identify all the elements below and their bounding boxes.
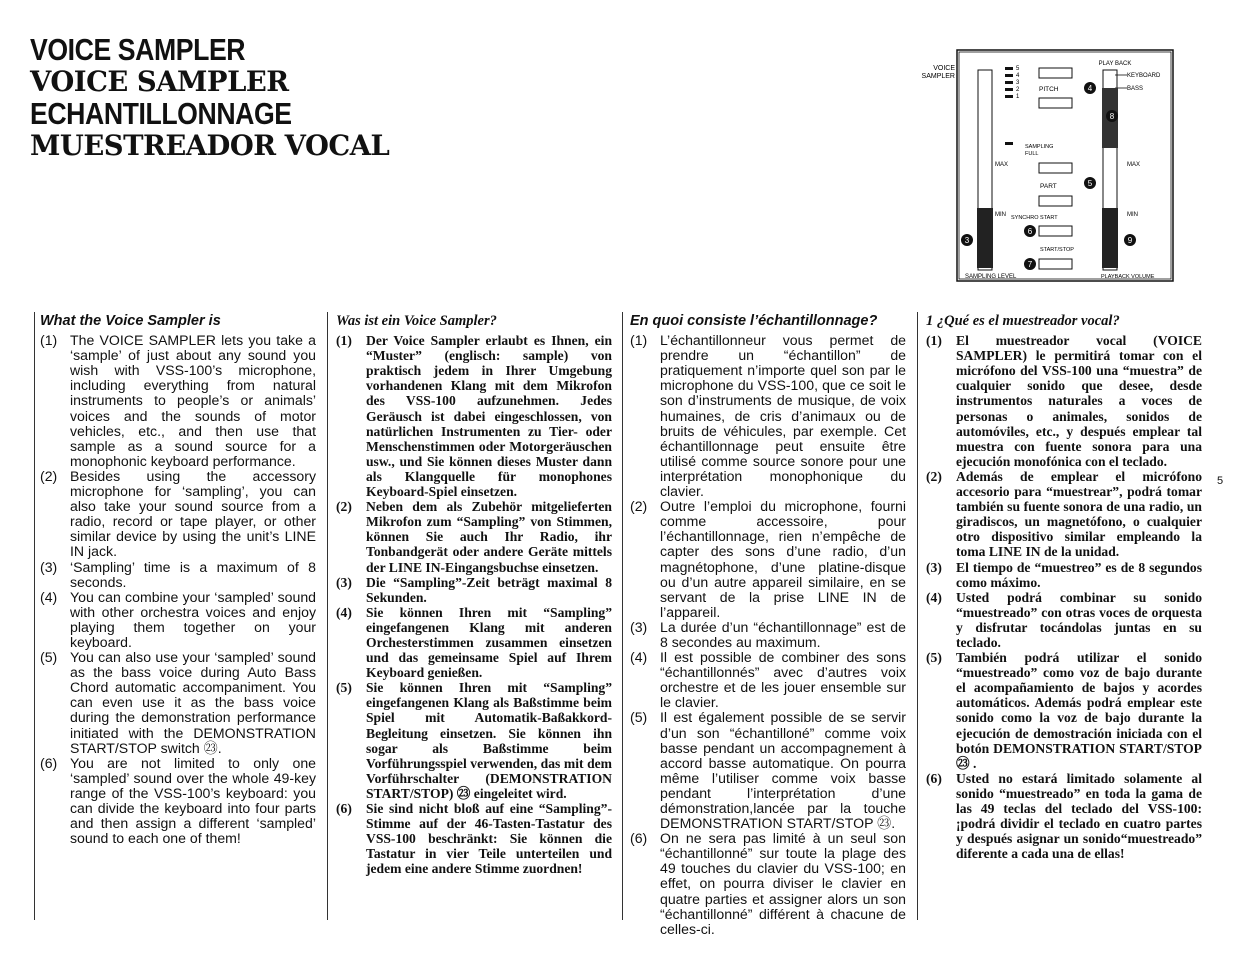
diagram-label-full: FULL bbox=[1025, 151, 1039, 157]
diagram-label-synchro-start: SYNCHRO START bbox=[1011, 215, 1058, 221]
diagram-label-bass: BASS bbox=[1127, 86, 1144, 92]
title-english: VOICE SAMPLER bbox=[30, 32, 246, 67]
diagram-label-start-stop: START/STOP bbox=[1040, 247, 1074, 253]
list-item: (4) Il est possible de combiner des sons “échantillonnés” avec d’autres voix orchestre et de les jouer ensemble sur le clavier. bbox=[630, 649, 906, 711]
list-item: (4) Usted podrá combinar su sonido “muestreado” con otras voces de orquesta y disfrutar tocándolas juntas en su teclado. bbox=[926, 589, 1202, 650]
list-english bbox=[40, 333, 316, 846]
diagram-label-keyboard: KEYBOARD bbox=[1127, 73, 1161, 79]
diagram-label-sampling: SAMPLING bbox=[1025, 144, 1054, 150]
diagram-label-pitch: PITCH bbox=[1039, 86, 1059, 93]
list-item: (6) You are not limited to only one ‘sampled’ sound over the whole 49-key range of the VSS-100’s keyboard: you can divide the keyboard into four parts and then assign a different ‘sampled’ sound to each one of them! bbox=[40, 754, 316, 847]
synchro-start-button bbox=[1039, 226, 1072, 236]
list-item: (3) ‘Sampling’ time is a maximum of 8 seconds. bbox=[40, 558, 316, 590]
column-english bbox=[40, 312, 316, 846]
svg-text:MAX: MAX bbox=[1127, 162, 1141, 168]
page-number: 5 bbox=[1217, 475, 1224, 487]
heading-french: En quoi consiste l’échantillonnage? bbox=[630, 313, 878, 329]
diagram-label-playback-volume: PLAYBACK VOLUME bbox=[1101, 274, 1155, 280]
svg-text:3: 3 bbox=[964, 236, 970, 245]
svg-text:5: 5 bbox=[1016, 66, 1020, 72]
diagram-label-playback: PLAY BACK bbox=[1098, 61, 1132, 67]
svg-text:1: 1 bbox=[1016, 94, 1020, 100]
pitch-up-button bbox=[1039, 68, 1072, 78]
voice-sampler-panel-diagram bbox=[905, 48, 1175, 284]
list-item: (4) You can combine your ‘sampled’ sound with other orchestra voices and enjoy playing them together on your keyboard. bbox=[40, 588, 316, 650]
svg-text:8: 8 bbox=[1109, 112, 1115, 121]
svg-text:4: 4 bbox=[1016, 73, 1020, 79]
list-item: (2) Besides using the accessory microphone for ‘sampling’, you can also take your sound source from a radio, record or tape player, or other similar device by using the unit’s LINE IN jack. bbox=[40, 467, 316, 560]
column-rule bbox=[917, 312, 918, 920]
list-item: (2) Outre l’emploi du microphone, fourni comme accessoire, pour l’échantillonnage, rien n’empêche de capter des sons d’une radio, d’un magnétophone, d’une platine-disque ou d’un autre appareil similaire, en se servant de la prise LINE IN de l’appareil. bbox=[630, 498, 906, 620]
start-stop-button bbox=[1039, 259, 1072, 269]
part-button-upper bbox=[1039, 163, 1072, 173]
list-german bbox=[336, 333, 612, 876]
diagram-label-sampling-level: SAMPLING LEVEL bbox=[965, 274, 1017, 280]
column-spanish bbox=[926, 312, 1202, 861]
list-item: (4) Sie können Ihren mit “Sampling” eingefangenen Klang mit anderen Orchesterstimmen zusammen einsetzen und das gemeinsame Spiel auf Ihrem Keyboard genießen. bbox=[336, 604, 612, 681]
svg-text:MIN: MIN bbox=[995, 212, 1006, 218]
list-item: (1) The VOICE SAMPLER lets you take a ‘sample’ of just about any sound you wish with VSS-100’s microphone, including everything from natural instruments to people’s or animals’ voices and the sounds of motor vehicles, etc., and then use that sample as a sound source for a monophonic keyboard performance. bbox=[40, 332, 316, 469]
list-item: (6) Usted no estará limitado solamente al sonido “muestreado” en toda la gama de las 49 teclas del teclado del VSS-100: ¡podrá dividir el teclado en cuatro partes y después asignar un sonido“muestreado” diferente a cada una de ellas! bbox=[926, 770, 1202, 862]
heading-spanish: 1 ¿Qué es el muestreador vocal? bbox=[926, 313, 1120, 329]
playback-volume-slider bbox=[1102, 208, 1118, 268]
list-item: (5) You can also use your ‘sampled’ sound as the bass voice during Auto Bass Chord automatic accompaniment. You can even use it as the bass voice during the demonstration performance initiated with the DEMONSTRATION START/STOP switch ㉓. bbox=[40, 649, 316, 756]
svg-text:2: 2 bbox=[1016, 87, 1020, 93]
sampling-level-slider bbox=[977, 208, 993, 268]
list-item: (5) Sie können Ihren mit “Sampling” eingefangenen Klang als Baßstimme beim Spiel mit Automatik-Baßakkord-Begleitung einsetzen. Sie können ihn sogar als Baßstimme beim Vorführungsspiel verwenden, das mit dem Vorführschalter (DEMONSTRATION START/STOP) ㉓ eingeleitet wird. bbox=[336, 680, 612, 801]
list-spanish bbox=[926, 333, 1202, 861]
list-item: (5) También podrá utilizar el sonido “muestreado” como voz de bajo durante el acompañamiento de bajos y acordes automáticos. Además podrá emplear este sonido como la voz de bajo durante la ejecución de demostración iniciada con el botón DEMONSTRATION START/STOP ㉓ . bbox=[926, 650, 1202, 771]
heading-english: What the Voice Sampler is bbox=[40, 313, 221, 329]
pitch-down-button bbox=[1039, 98, 1072, 108]
svg-text:6: 6 bbox=[1027, 227, 1033, 236]
title-german: VOICE SAMPLER bbox=[30, 65, 289, 98]
list-french bbox=[630, 333, 906, 937]
column-rule bbox=[34, 312, 35, 920]
svg-text:4: 4 bbox=[1087, 84, 1093, 93]
list-item: (1) Der Voice Sampler erlaubt es Ihnen, ein “Muster” (englisch: sample) von praktisch jedem in Ihrer Umgebung vorhandenen Klang mit dem Mikrofon des VSS-100 aufzunehmen. Jedes Geräusch ist dabei eingeschlossen, von natürlichen Instrumenten zu Tier- oder Menschenstimmen oder Motorgeräuschen usw., und Sie können dieses Muster dann als Klangquelle für monophones Keyboard-Spiel einsetzen. bbox=[336, 333, 612, 500]
part-button-lower bbox=[1039, 196, 1072, 206]
list-item: (1) El muestreador vocal (VOICE SAMPLER) le permitirá tomar con el micrófono del VSS-100 una “muestra” de cualquier sonido que desee, desde instrumentos naturales a voces de personas o animales, sonidos de automóviles, etc., y después emplear tal muestra con fuente sonora para una ejecución monofónica con el teclado. bbox=[926, 333, 1202, 469]
svg-text:3: 3 bbox=[1016, 80, 1020, 86]
sample-slot-buttons bbox=[1005, 66, 1020, 100]
diagram-label-sampler: SAMPLER bbox=[921, 73, 955, 80]
list-item: (6) On ne sera pas limité à un seul son “échantillonné” sur toute la plage des 49 touches du clavier du VSS-100; en effet, on pourra diviser le clavier en quatre parties et assigner alors un son “échantillonné” différent à chacune de celles-ci. bbox=[630, 830, 906, 937]
title-block bbox=[30, 34, 397, 162]
list-item: (5) Il est également possible de se servir d’un son “échantilloné” comme voix basse pendant un accompagnement à accord basse automatique. On pourra même l’utiliser comme voix basse pendant l’interprétation d’une démonstration,lancée par la touche DEMONSTRATION START/STOP ㉓. bbox=[630, 709, 906, 832]
diagram-label-voice: VOICE bbox=[933, 65, 955, 72]
list-item: (3) El tiempo de “muestreo” es de 8 segundos como máximo. bbox=[926, 559, 1202, 590]
list-item: (6) Sie sind nicht bloß auf eine “Sampling”-Stimme auf der 46-Tasten-Tastatur des VSS-100 beschränkt: Sie können die Tastatur in vier Teile unterteilen und jedem eine andere Stimme zuordnen! bbox=[336, 801, 612, 877]
column-rule bbox=[327, 312, 328, 920]
svg-text:MIN: MIN bbox=[1127, 212, 1138, 218]
svg-text:9: 9 bbox=[1127, 236, 1133, 245]
svg-text:5: 5 bbox=[1087, 179, 1093, 188]
list-item: (2) Neben dem als Zubehör mitgelieferten Mikrofon zum “Sampling” von Stimmen, können Sie auch Ihr Radio, ihr Tonbandgerät oder andere Geräte mittels der LINE IN-Eingangsbuchse einsetzen. bbox=[336, 499, 612, 575]
title-french: ECHANTILLONNAGE bbox=[30, 96, 292, 131]
diagram-label-part: PART bbox=[1040, 183, 1057, 190]
list-item: (3) Die “Sampling”-Zeit beträgt maximal 8 Sekunden. bbox=[336, 574, 612, 605]
svg-text:MAX: MAX bbox=[995, 162, 1009, 168]
heading-german: Was ist ein Voice Sampler? bbox=[336, 313, 497, 329]
title-spanish: MUESTREADOR VOCAL bbox=[30, 129, 390, 162]
list-item: (2) Además de emplear el micrófono accesorio para “muestrear”, podrá tomar también su fuente sonora de una radio, un giradiscos, un magnetófono, o cualquier otro dispositivo similar empleando la toma LINE IN de la unidad. bbox=[926, 468, 1202, 560]
column-german bbox=[336, 312, 612, 876]
column-rule bbox=[622, 312, 623, 920]
svg-text:7: 7 bbox=[1027, 260, 1033, 269]
list-item: (1) L’échantillonneur vous permet de prendre un “échantillon” de pratiquement n’importe quel son par le microphone du VSS-100, que ce soit le son d’instruments de musique, de voix humaines, de cris d’animaux ou de bruits de véhicules, par exemple. Cet échantillonnage peut ensuite être utilisé comme source sonore pour une interprétation monophonique du clavier. bbox=[630, 332, 906, 500]
list-item: (3) La durée d’un “échantillonnage” est de 8 secondes au maximum. bbox=[630, 618, 906, 650]
column-french bbox=[630, 312, 906, 937]
